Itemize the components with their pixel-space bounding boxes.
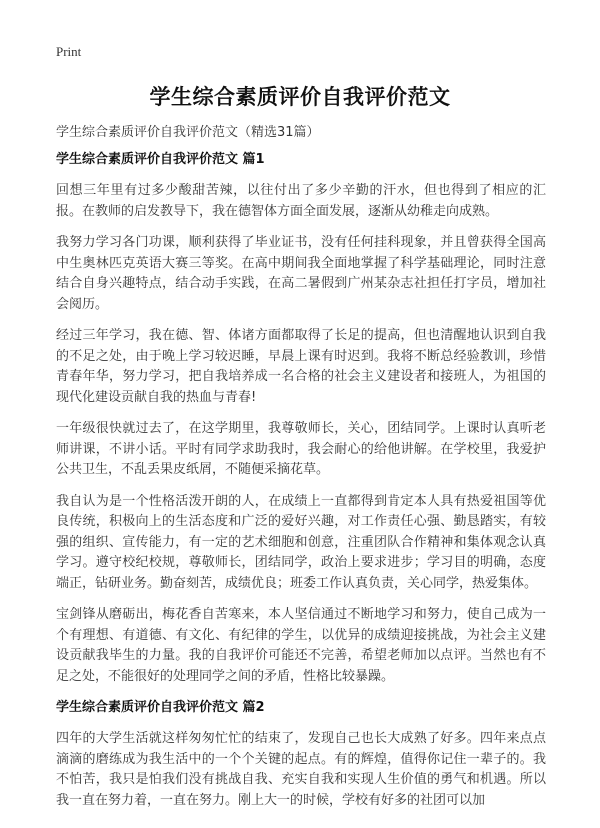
- paragraph: 回想三年里有过多少酸甜苦辣，以往付出了多少辛勤的汗水，但也得到了相应的汇报。在教师的启发教导下，我在德智体方面全面发展，逐渐从幼稚走向成熟。: [56, 183, 546, 219]
- print-link[interactable]: Print: [56, 44, 82, 59]
- paragraph: 我努力学习各门功课，顺利获得了毕业证书，没有任何挂科现象，并且曾获得全国高中生奥林匹克英语大赛三等奖。在高中期间我全面地掌握了科学基础理论，同时注意结合自身兴趣特点，结合动手实践，在高二暑假到广州某杂志社担任打字员，增加社会阅历。: [56, 235, 546, 312]
- paragraph: 一年级很快就过去了，在这学期里，我尊敬师长，关心，团结同学。上课时认真听老师讲课，不讲小话。平时有同学求助我时，我会耐心的给他讲解。在学校里，我爱护公共卫生，不乱丢果皮纸屑，不随便采摘花草。: [56, 421, 546, 477]
- section-heading: 学生综合素质评价自我评价范文 篇2: [56, 700, 265, 715]
- paragraph: 四年的大学生活就这样匆匆忙忙的结束了，发现自己也长大成熟了好多。四年来点点滴滴的磨练成为我生活中的一个个关键的起点。有的辉煌，值得你记住一辈子的。我不怕苦，我只是怕我们没有挑战自我、充实自我和实现人生价值的勇气和机遇。所以我一直在努力着，一直在努力。刚上大一的时候，学校有好多的社团可以加: [56, 731, 546, 808]
- section-heading: 学生综合素质评价自我评价范文 篇1: [56, 152, 265, 167]
- paragraph: 我自认为是一个性格活泼开朗的人，在成绩上一直都得到肯定本人具有热爱祖国等优良传统，积极向上的生活态度和广泛的爱好兴趣，对工作责任心强、勤恳踏实，有较强的组织、宣传能力，有一定的艺术细胞和创意，注重团队合作精神和集体观念认真学习。遵守校纪校规，尊敬师长，团结同学，政治上要求进步；学习目的明确，态度端正，钻研业务。勤奋刻苦，成绩优良；班委工作认真负责，关心同学，热爱集体。: [56, 493, 546, 591]
- article-section-2: [56, 698, 546, 811]
- article-section-1: [56, 150, 546, 687]
- paragraph: 经过三年学习，我在德、智、体诸方面都取得了长足的提高，但也清醒地认识到自我的不足之处，由于晚上学习较迟睡，早晨上课有时迟到。我将不断总经验教训，珍惜青春年华，努力学习，把自我培养成一名合格的社会主义建设者和接班人，为祖国的现代化建设贡献自我的热血与青春!: [56, 328, 546, 405]
- paragraph: 宝剑锋从磨砺出，梅花香自苦寒来，本人坚信通过不断地学习和努力，使自己成为一个有理想、有道德、有文化、有纪律的学生，以优异的成绩迎接挑战，为社会主义建设贡献我毕生的力量。我的自我评价可能还不完善，希望老师加以点评。当然也有不足之处，不能很好的处理同学之间的矛盾，性格比较暴躁。: [56, 607, 546, 684]
- page-subtitle: 学生综合素质评价自我评价范文（精选31篇）: [56, 125, 320, 140]
- page-title: 学生综合素质评价自我评价范文: [149, 85, 451, 109]
- article-body: [56, 150, 546, 822]
